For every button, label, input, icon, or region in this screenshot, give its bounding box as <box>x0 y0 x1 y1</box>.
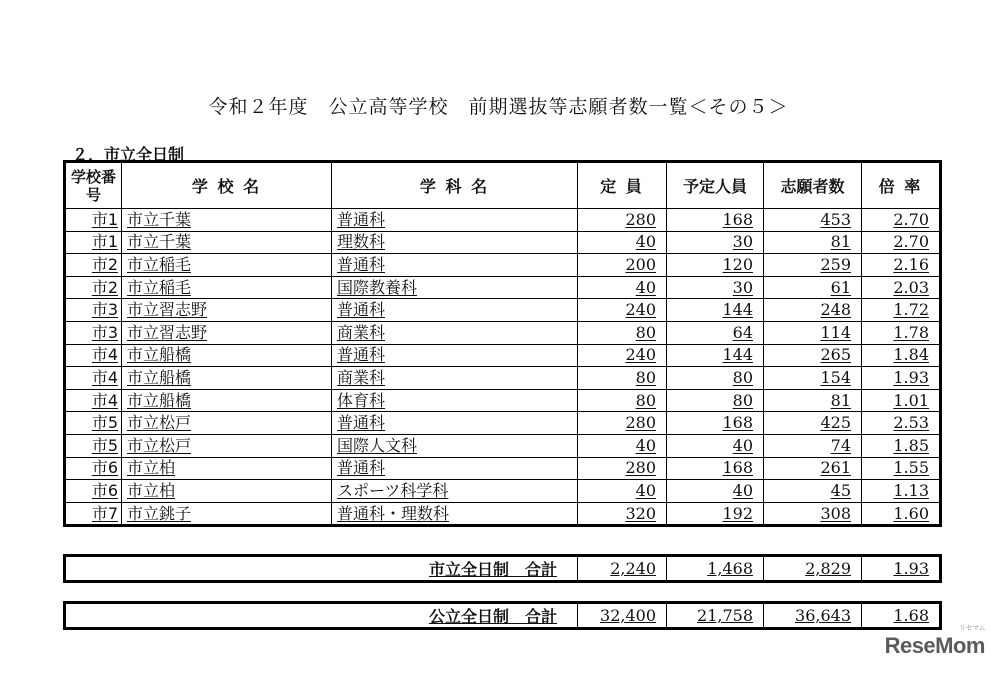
cell-planned-count: 120 <box>667 254 764 277</box>
cell-department: 商業科 <box>332 321 578 344</box>
cell-applicant-count: 259 <box>764 254 862 277</box>
cell-applicant-count: 261 <box>764 457 862 480</box>
cell-planned-count: 80 <box>667 389 764 412</box>
table-row <box>65 299 941 322</box>
cell-ratio: 1.55 <box>862 457 941 480</box>
cell-school-name: 市立柏 <box>122 480 332 503</box>
cell-school-name: 市立船橋 <box>122 389 332 412</box>
cell-planned-count: 64 <box>667 321 764 344</box>
table-row <box>65 389 941 412</box>
cell-school-name: 市立柏 <box>122 457 332 480</box>
table-row <box>65 434 941 457</box>
total-applicants: 2,829 <box>764 556 862 582</box>
cell-school-name: 市立稲毛 <box>122 276 332 299</box>
cell-school-name: 市立習志野 <box>122 321 332 344</box>
table-header-row <box>65 162 941 209</box>
total-capacity: 2,240 <box>578 556 667 582</box>
header-ratio: 倍 率 <box>862 162 941 209</box>
cell-department: 普通科 <box>332 457 578 480</box>
cell-planned-count: 168 <box>667 412 764 435</box>
cell-school-code: 市5 <box>65 434 122 457</box>
cell-applicant-count: 114 <box>764 321 862 344</box>
cell-applicant-count: 265 <box>764 344 862 367</box>
table-row <box>65 344 941 367</box>
cell-school-code: 市6 <box>65 480 122 503</box>
cell-department: スポーツ科学科 <box>332 480 578 503</box>
cell-ratio: 1.93 <box>862 367 941 390</box>
cell-planned-count: 30 <box>667 276 764 299</box>
cell-ratio: 2.16 <box>862 254 941 277</box>
grand-total-table <box>63 601 942 630</box>
cell-applicant-count: 74 <box>764 434 862 457</box>
cell-applicant-count: 308 <box>764 502 862 526</box>
cell-ratio: 2.70 <box>862 209 941 232</box>
total-label: 公立全日制 合計 <box>428 607 557 626</box>
cell-planned-count: 168 <box>667 457 764 480</box>
cell-department: 普通科 <box>332 344 578 367</box>
cell-capacity: 240 <box>578 299 667 322</box>
total-row-public <box>65 603 941 629</box>
subtotal-table <box>63 554 942 583</box>
cell-school-code: 市4 <box>65 389 122 412</box>
cell-department: 普通科 <box>332 412 578 435</box>
cell-department: 普通科 <box>332 254 578 277</box>
cell-planned-count: 80 <box>667 367 764 390</box>
header-applicants: 志願者数 <box>764 162 862 209</box>
table-row <box>65 480 941 503</box>
logo-text: ReseMom <box>884 633 985 658</box>
header-school-name: 学 校 名 <box>122 162 332 209</box>
table-row <box>65 254 941 277</box>
cell-school-name: 市立松戸 <box>122 434 332 457</box>
resemom-logo <box>884 625 985 659</box>
table-row <box>65 367 941 390</box>
cell-capacity: 320 <box>578 502 667 526</box>
cell-ratio: 1.13 <box>862 480 941 503</box>
cell-capacity: 80 <box>578 389 667 412</box>
table-row <box>65 276 941 299</box>
cell-school-code: 市5 <box>65 412 122 435</box>
cell-capacity: 40 <box>578 276 667 299</box>
cell-planned-count: 40 <box>667 434 764 457</box>
total-row-city <box>65 556 941 582</box>
cell-planned-count: 192 <box>667 502 764 526</box>
cell-capacity: 80 <box>578 321 667 344</box>
cell-capacity: 280 <box>578 457 667 480</box>
cell-department: 理数科 <box>332 231 578 254</box>
cell-capacity: 240 <box>578 344 667 367</box>
total-ratio: 1.68 <box>862 603 941 629</box>
cell-ratio: 1.01 <box>862 389 941 412</box>
cell-planned-count: 168 <box>667 209 764 232</box>
cell-school-code: 市4 <box>65 367 122 390</box>
total-capacity: 32,400 <box>578 603 667 629</box>
cell-applicant-count: 453 <box>764 209 862 232</box>
header-capacity: 定 員 <box>578 162 667 209</box>
cell-school-name: 市立銚子 <box>122 502 332 526</box>
cell-applicant-count: 425 <box>764 412 862 435</box>
cell-capacity: 280 <box>578 412 667 435</box>
cell-capacity: 200 <box>578 254 667 277</box>
cell-planned-count: 30 <box>667 231 764 254</box>
cell-planned-count: 40 <box>667 480 764 503</box>
cell-ratio: 2.03 <box>862 276 941 299</box>
logo-subtext: リセマム <box>959 625 985 632</box>
cell-capacity: 40 <box>578 480 667 503</box>
table-row <box>65 457 941 480</box>
cell-applicant-count: 248 <box>764 299 862 322</box>
cell-department: 体育科 <box>332 389 578 412</box>
cell-department: 普通科・理数科 <box>332 502 578 526</box>
cell-school-name: 市立千葉 <box>122 231 332 254</box>
cell-school-code: 市4 <box>65 344 122 367</box>
cell-school-code: 市3 <box>65 299 122 322</box>
cell-school-code: 市7 <box>65 502 122 526</box>
total-label: 市立全日制 合計 <box>428 560 557 579</box>
cell-school-code: 市2 <box>65 276 122 299</box>
cell-ratio: 2.53 <box>862 412 941 435</box>
cell-school-code: 市1 <box>65 231 122 254</box>
page-title: 令和２年度 公立高等学校 前期選抜等志願者数一覧＜その５＞ <box>208 96 789 118</box>
cell-department: 普通科 <box>332 299 578 322</box>
cell-school-name: 市立稲毛 <box>122 254 332 277</box>
cell-school-name: 市立習志野 <box>122 299 332 322</box>
cell-ratio: 1.60 <box>862 502 941 526</box>
header-department: 学 科 名 <box>332 162 578 209</box>
cell-school-code: 市2 <box>65 254 122 277</box>
cell-capacity: 80 <box>578 367 667 390</box>
total-planned: 21,758 <box>667 603 764 629</box>
header-planned: 予定人員 <box>667 162 764 209</box>
cell-school-code: 市6 <box>65 457 122 480</box>
cell-capacity: 280 <box>578 209 667 232</box>
total-planned: 1,468 <box>667 556 764 582</box>
cell-department: 国際教養科 <box>332 276 578 299</box>
cell-school-name: 市立船橋 <box>122 344 332 367</box>
cell-ratio: 1.72 <box>862 299 941 322</box>
cell-department: 国際人文科 <box>332 434 578 457</box>
cell-school-name: 市立船橋 <box>122 367 332 390</box>
cell-school-code: 市3 <box>65 321 122 344</box>
cell-planned-count: 144 <box>667 299 764 322</box>
total-applicants: 36,643 <box>764 603 862 629</box>
cell-ratio: 2.70 <box>862 231 941 254</box>
table-row <box>65 321 941 344</box>
cell-applicant-count: 61 <box>764 276 862 299</box>
cell-capacity: 40 <box>578 434 667 457</box>
cell-ratio: 1.78 <box>862 321 941 344</box>
table-row <box>65 231 941 254</box>
table-row <box>65 412 941 435</box>
header-school-no: 学校番号 <box>65 162 122 209</box>
cell-school-name: 市立千葉 <box>122 209 332 232</box>
table-row <box>65 209 941 232</box>
cell-applicant-count: 45 <box>764 480 862 503</box>
cell-ratio: 1.85 <box>862 434 941 457</box>
cell-capacity: 40 <box>578 231 667 254</box>
section-heading: ２．市立全日制 <box>72 145 185 164</box>
cell-planned-count: 144 <box>667 344 764 367</box>
cell-school-name: 市立松戸 <box>122 412 332 435</box>
cell-school-code: 市1 <box>65 209 122 232</box>
cell-ratio: 1.84 <box>862 344 941 367</box>
cell-applicant-count: 154 <box>764 367 862 390</box>
cell-applicant-count: 81 <box>764 389 862 412</box>
table-row <box>65 502 941 526</box>
applicants-table <box>63 160 942 527</box>
cell-department: 商業科 <box>332 367 578 390</box>
cell-department: 普通科 <box>332 209 578 232</box>
cell-applicant-count: 81 <box>764 231 862 254</box>
total-ratio: 1.93 <box>862 556 941 582</box>
